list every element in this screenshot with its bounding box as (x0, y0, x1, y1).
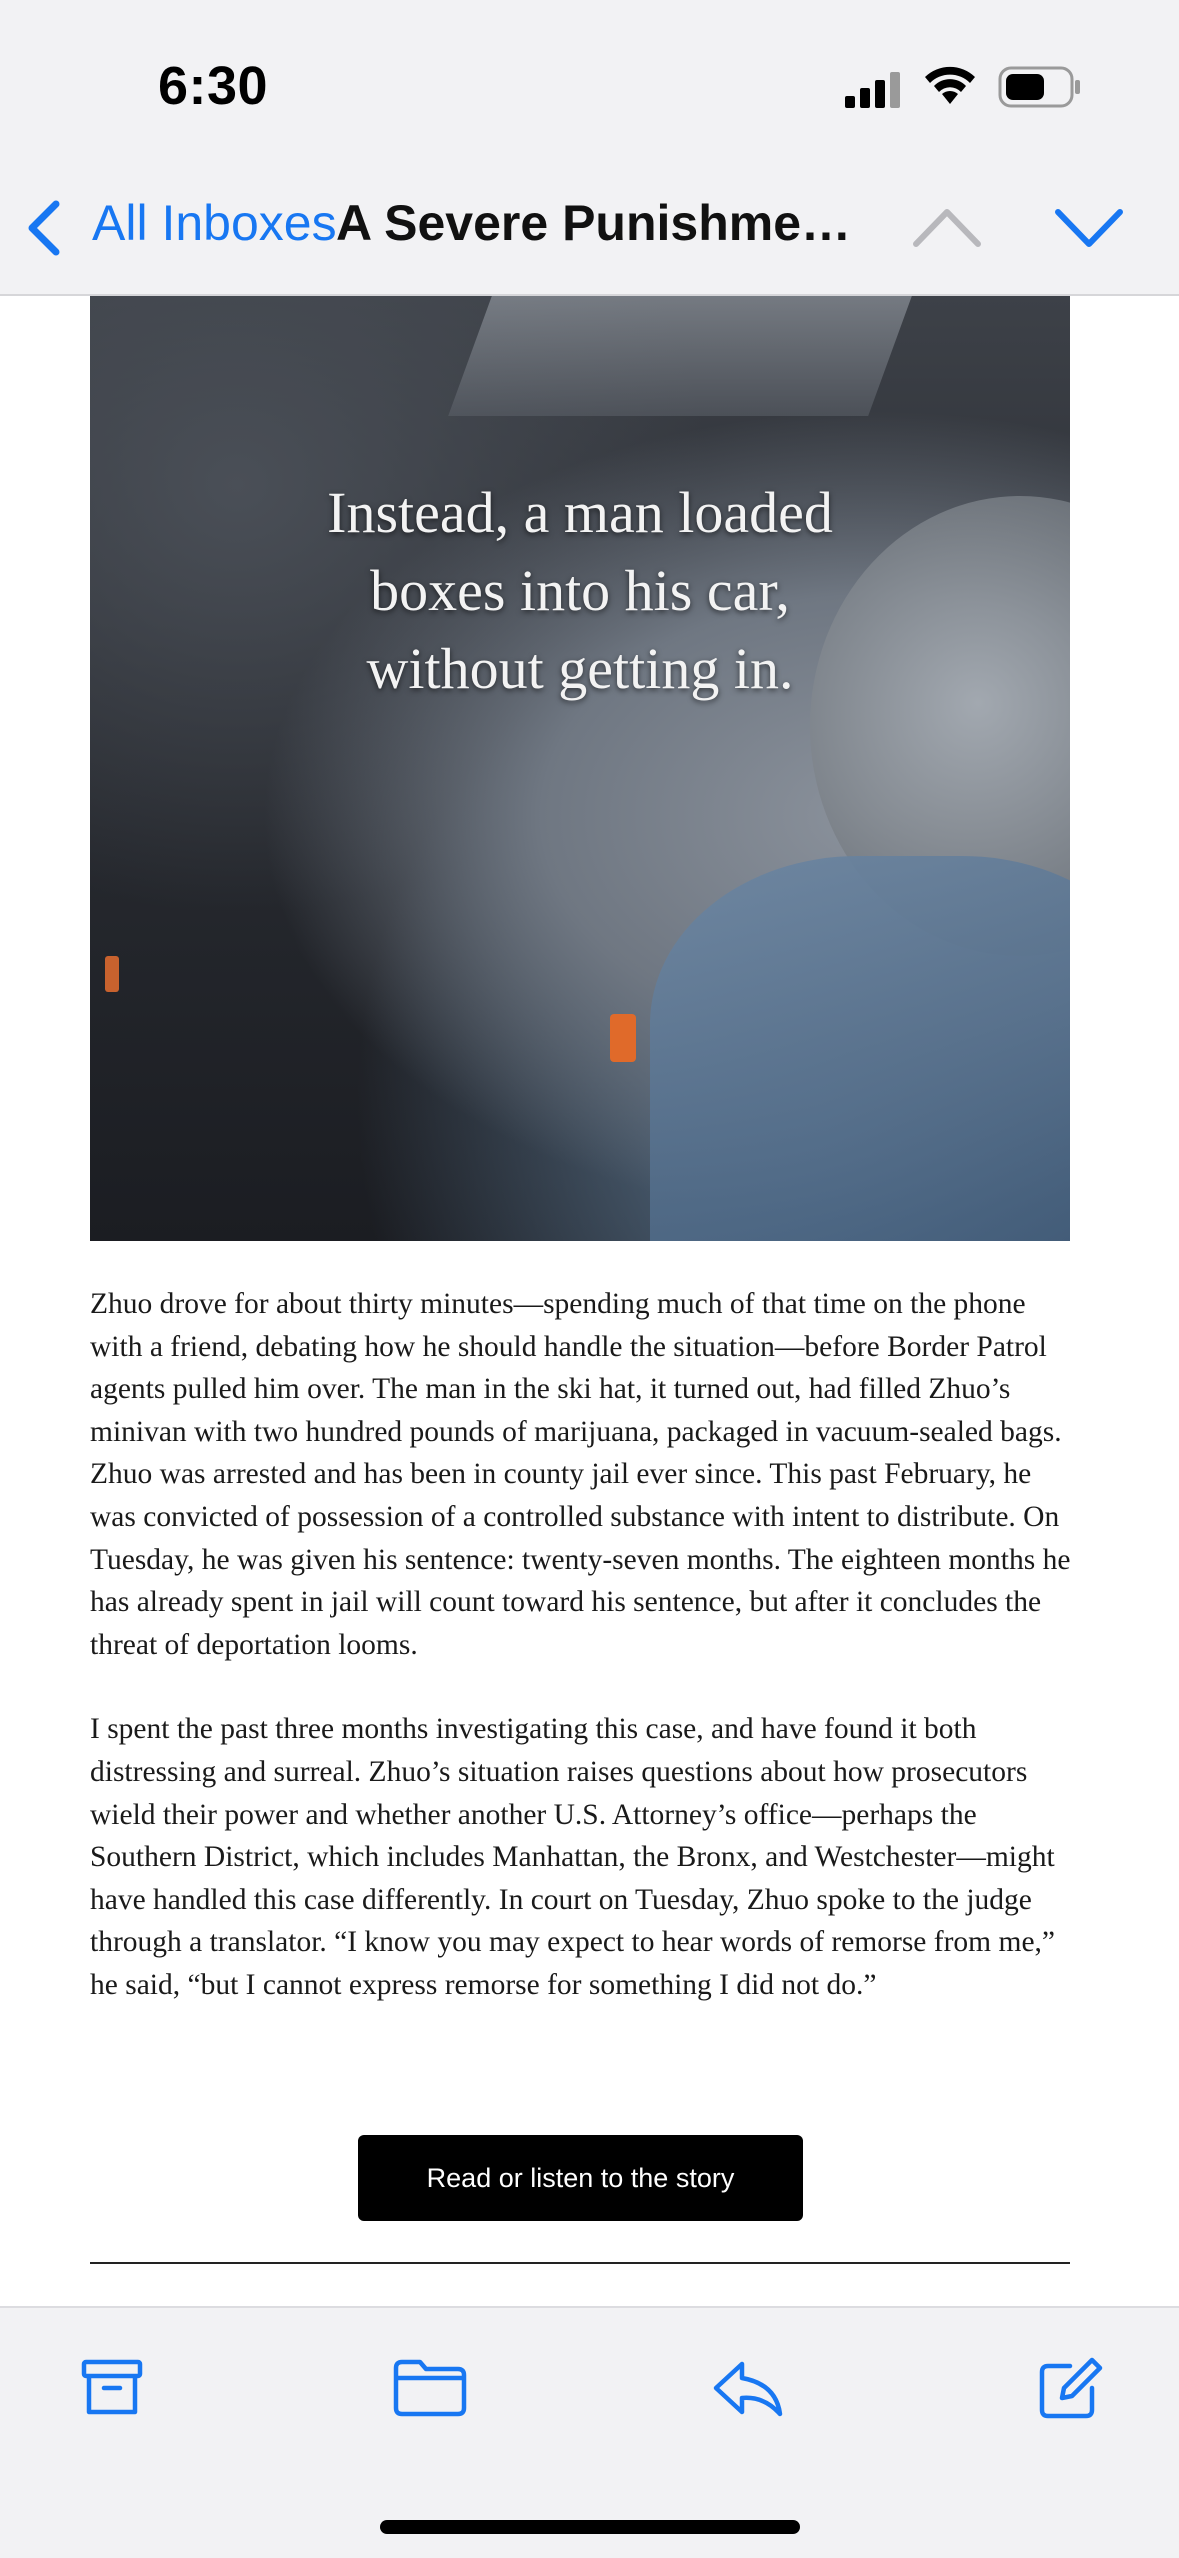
status-bar (0, 0, 1179, 170)
cellular-signal-icon (845, 72, 905, 108)
caption-line: boxes into his car, (370, 558, 790, 623)
folder-icon[interactable] (392, 2356, 468, 2420)
article-body (90, 1283, 1080, 2049)
article-paragraph: I spent the past three months investigating this case, and have found it both distressing and surreal. Zhuo’s situation raises questions about how prosecutors wield their power and whether another U.S. Attorney’s office—perhaps the Southern District, which includes Manhattan, the Bronx, and Westchester—might have handled this case differently. In court on Tuesday, Zhuo spoke to the judge through a translator. “I know you may expect to hear words of remorse from me,” he said, “but I cannot express remorse for something I did not do.” (90, 1713, 1056, 2001)
compose-icon[interactable] (1036, 2356, 1104, 2422)
read-story-button[interactable]: Read or listen to the story (358, 2135, 803, 2221)
previous-message-icon[interactable] (912, 206, 982, 250)
image-caption (90, 474, 1070, 708)
caption-line: without getting in. (366, 636, 794, 701)
story-image (90, 296, 1070, 1241)
wifi-icon (922, 64, 978, 106)
back-button[interactable]: All Inboxes (92, 195, 337, 251)
archive-icon[interactable] (80, 2356, 144, 2420)
message-subject: A Severe Punishme… (336, 195, 852, 251)
home-indicator[interactable] (380, 2520, 800, 2534)
reply-icon[interactable] (712, 2356, 786, 2420)
battery-icon (998, 66, 1082, 108)
article-paragraph: Zhuo drove for about thirty minutes—spending much of that time on the phone with a friend, debating how he should handle the situation—before Border Patrol agents pulled him over. The man in the ski hat, it turned out, had filled Zhuo’s minivan with two hundred pounds of marijuana, packaged in vacuum-sealed bags. Zhuo was arrested and has been in county jail ever since. This past February, he was convicted of possession of a controlled substance with intent to distribute. On Tuesday, he was given his sentence: twenty-seven months. The eighteen months he has already spent in jail will count toward his sentence, but after it concludes the threat of deportation looms. (90, 1288, 1071, 1661)
status-time: 6:30 (158, 56, 269, 116)
bottom-toolbar (0, 2306, 1179, 2558)
back-chevron-icon[interactable] (24, 198, 64, 258)
nav-bar (0, 170, 1179, 296)
divider (90, 2262, 1070, 2264)
caption-line: Instead, a man loaded (327, 480, 833, 545)
next-message-icon[interactable] (1054, 206, 1124, 250)
